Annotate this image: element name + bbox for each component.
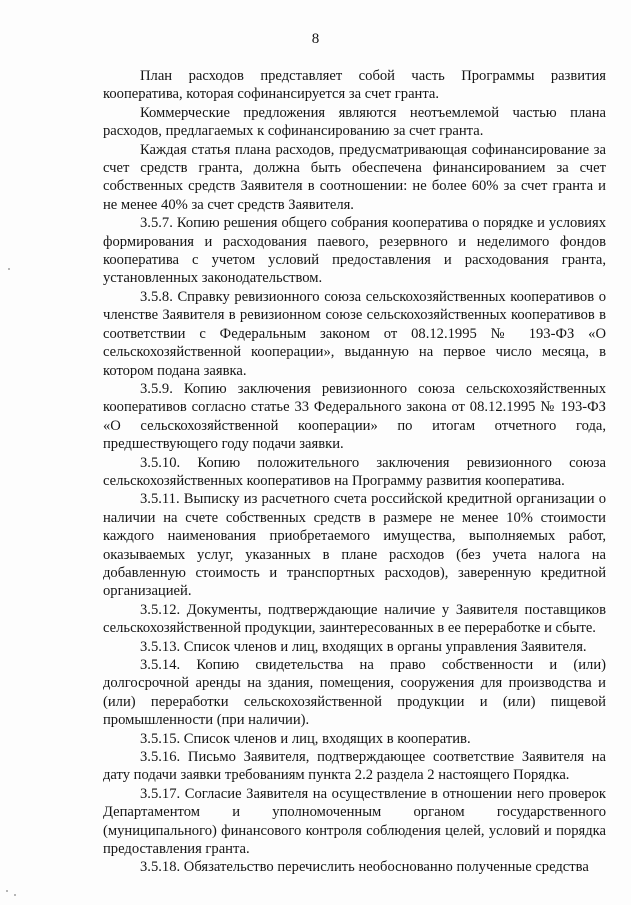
clause-3-5-13: [103, 638, 606, 656]
clause-number: 3.5.14.: [140, 657, 181, 673]
paragraph-text: Согласие Заявителя на осуществление в отношении него проверок Департаментом и уполномоченным органом государственного (муниципального) финансового контроля соблюдения целей, условий и порядка предоставления гранта.: [103, 785, 606, 858]
clause-number: 3.5.8.: [140, 288, 173, 305]
scan-speck: [6, 890, 8, 892]
clause-3-5-11: [103, 490, 606, 600]
document-body: [103, 67, 606, 877]
paragraph-cofinancing-ratio: [103, 141, 606, 215]
clause-3-5-7: [103, 214, 606, 288]
clause-number: 3.5.18.: [140, 859, 181, 876]
paragraph-text: Коммерческие предложения являются неотъемлемой частью плана расходов, предлагаемых к софинансированию за счет гранта.: [103, 104, 606, 140]
clause-number: 3.5.10.: [140, 454, 181, 471]
paragraph-expense-plan: [103, 67, 606, 104]
paragraph-commercial-offers: [103, 104, 606, 141]
clause-3-5-10: [103, 454, 606, 491]
paragraph-text: Копию положительного заключения ревизионного союза сельскохозяйственных кооперативов на Программу развития кооператива.: [103, 454, 606, 489]
clause-3-5-12: [103, 601, 606, 638]
clause-number: 3.5.16.: [140, 749, 181, 766]
paragraph-text: Выписку из расчетного счета российской кредитной организации о наличии на счете собственных средств в размере не менее 10% стоимости каждого наименования приобретаемого имущества, выполняемых работ, оказываемых услуг, указанных в плане расходов (без учета налога на добавленную стоимость и транспортных расходов), заверенную кредитной организацией.: [103, 491, 606, 600]
clause-number: 3.5.7.: [140, 215, 173, 232]
clause-number: 3.5.13.: [140, 638, 181, 655]
paragraph-text: Каждая статья плана расходов, предусматривающая софинансирование за счет средств гранта, должна быть обеспечена финансированием за счет собственных средств Заявителя в соотношении: не более 60% за счет гранта и не менее 40% за счет средств Заявителя.: [103, 141, 606, 213]
scan-speck: [14, 894, 16, 896]
clause-3-5-15: [103, 730, 606, 748]
clause-3-5-16: [103, 748, 606, 785]
paragraph-text: Список членов и лиц, входящих в органы управления Заявителя.: [183, 638, 587, 655]
clause-3-5-9: [103, 380, 606, 454]
paragraph-text: Документы, подтверждающие наличие у Заявителя поставщиков сельскохозяйственной продукции, заинтересованных в ее переработке и сбыте.: [103, 601, 606, 637]
paragraph-text: Список членов и лиц, входящих в кооператив.: [183, 730, 471, 747]
page-number: 8: [311, 31, 320, 47]
clause-3-5-8: [103, 288, 606, 380]
clause-number: 3.5.9.: [140, 380, 173, 397]
clause-number: 3.5.15.: [140, 730, 181, 747]
clause-number: 3.5.11.: [140, 491, 180, 508]
clause-number: 3.5.17.: [140, 785, 181, 802]
scan-speck: [8, 268, 10, 270]
paragraph-text: Обязательство перечислить необоснованно полученные средства: [183, 859, 589, 876]
paragraph-text: План расходов представляет собой часть Программы развития кооператива, которая софинансируется за счет гранта.: [103, 68, 606, 103]
paragraph-text: Копию решения общего собрания кооператива о порядке и условиях формирования и расходования паевого, резервного и неделимого фондов кооператива с учетом условий предоставления и расходования гранта, установленных законодательством.: [103, 215, 606, 287]
clause-3-5-17: [103, 785, 606, 859]
clause-3-5-14: [103, 656, 606, 730]
clause-3-5-18: [103, 858, 606, 876]
paragraph-text: Копию заключения ревизионного союза сельскохозяйственных кооперативов согласно статье 33 Федерального закона от 08.12.1995 № 193-ФЗ «О сельскохозяйственной кооперации» по итогам отчетного года, предшествующего году подачи заявки.: [103, 380, 606, 453]
paragraph-text: Копию свидетельства на право собственности и (или) долгосрочной аренды на здания, помещения, сооружения для производства и (или) переработки сельскохозяйственной продукции и (или) пищевой промышленности (при наличии).: [103, 657, 607, 729]
paragraph-text: Письмо Заявителя, подтверждающее соответствие Заявителя на дату подачи заявки требованиям пункта 2.2 раздела 2 настоящего Порядка.: [103, 749, 606, 784]
paragraph-text: Справку ревизионного союза сельскохозяйственных кооперативов о членстве Заявителя в ревизионном союзе сельскохозяйственных кооперативов в соответствии с Федеральным законом от 08.12.1995 № 193-ФЗ «О сельскохозяйственной кооперации», выданную на первое число месяца, в котором подана заявка.: [103, 288, 606, 379]
clause-number: 3.5.12.: [140, 601, 181, 618]
